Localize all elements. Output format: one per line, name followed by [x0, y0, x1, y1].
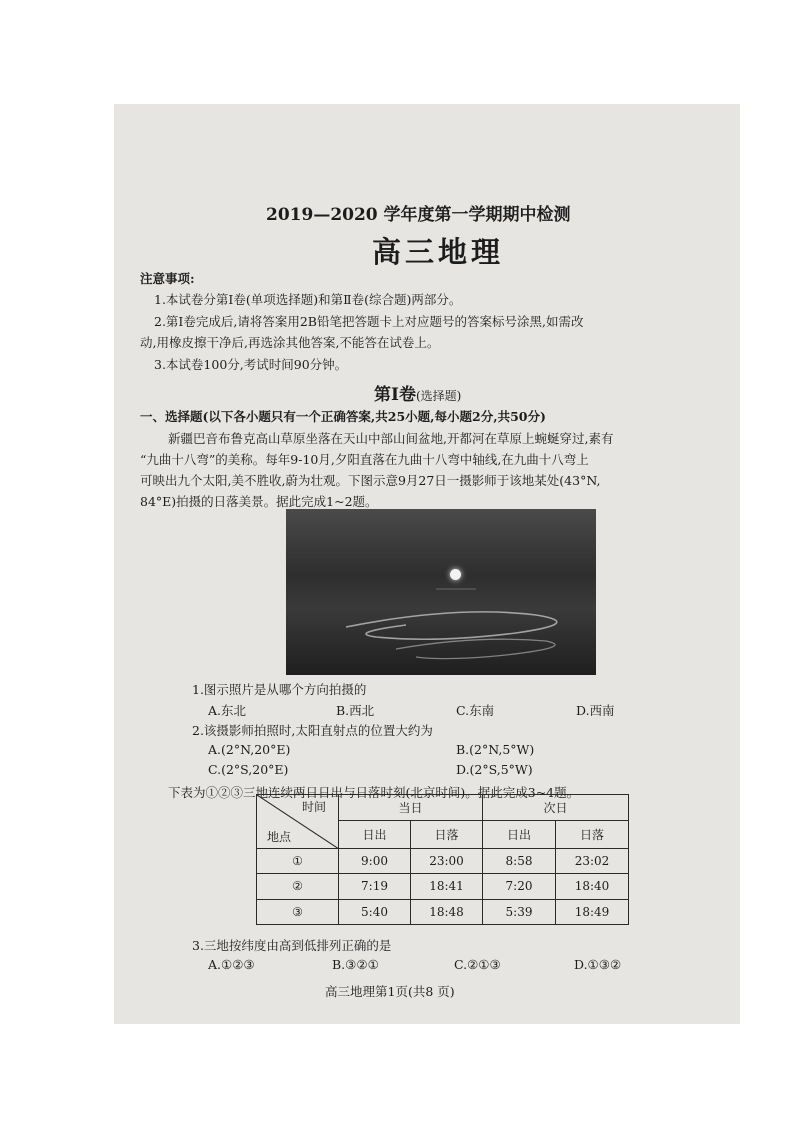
- river-meander-image: [286, 509, 596, 675]
- table-cell: 8:58: [483, 849, 556, 874]
- table-corner-cell: [257, 795, 339, 849]
- notice-item-2-line-2: 动,用橡皮擦干净后,再选涂其他答案,不能答在试卷上。: [140, 335, 440, 350]
- question-3-option-c: C.②①③: [454, 957, 501, 972]
- table-cell: 18:48: [411, 899, 483, 924]
- corner-header-place: 地点: [267, 830, 292, 844]
- notice-item-2-line-1: 2.第Ⅰ卷完成后,请将答案用2B铅笔把答题卡上对应题号的答案标号涂黑,如需改: [154, 314, 584, 329]
- table-row: [257, 874, 629, 899]
- page-footer: 高三地理第1页(共8 页): [325, 984, 455, 999]
- exam-page: [114, 104, 740, 1024]
- table-cell-place: ①: [257, 849, 339, 874]
- question-1-option-a: A.东北: [208, 703, 247, 718]
- table-cell: 7:19: [339, 874, 411, 899]
- question-1-option-d: D.西南: [576, 703, 615, 718]
- passage-1-line-3: 可映出九个太阳,美不胜收,蔚为壮观。下图示意9月27日一摄影师于该地某处(43°N,: [140, 473, 601, 488]
- question-3-stem: 3.三地按纬度由高到低排列正确的是: [192, 938, 392, 953]
- table-cell: 5:40: [339, 899, 411, 924]
- table-cell: 18:41: [411, 874, 483, 899]
- section-title-main: 第Ⅰ卷: [374, 385, 416, 405]
- question-1-option-b: B.西北: [336, 703, 375, 718]
- notice-item-3: 3.本试卷100分,考试时间90分钟。: [154, 357, 348, 372]
- table-cell: 5:39: [483, 899, 556, 924]
- question-2-option-d: D.(2°S,5°W): [456, 762, 533, 777]
- sunrise-sunset-table: [256, 794, 628, 925]
- table-cell-place: ③: [257, 899, 339, 924]
- section-title: [374, 380, 461, 405]
- exam-title: 2019—2020 学年度第一学期期中检测: [266, 205, 571, 225]
- header-sunset: 日落: [411, 821, 483, 849]
- question-1-stem: 1.图示照片是从哪个方向拍摄的: [192, 682, 367, 697]
- question-2-option-c: C.(2°S,20°E): [208, 762, 289, 777]
- subject-title: 高三地理: [372, 235, 505, 269]
- header-day-1: 当日: [339, 795, 483, 821]
- table-row: [257, 849, 629, 874]
- table-cell: 7:20: [483, 874, 556, 899]
- section-title-sub: (选择题): [415, 389, 462, 403]
- table-row: [257, 899, 629, 924]
- question-1-option-c: C.东南: [456, 703, 495, 718]
- notice-heading: 注意事项:: [140, 271, 195, 286]
- table-cell: 18:49: [556, 899, 629, 924]
- table-cell-place: ②: [257, 874, 339, 899]
- header-day-2: 次日: [483, 795, 629, 821]
- sunset-photo: [286, 509, 596, 675]
- header-sunset: 日落: [556, 821, 629, 849]
- header-sunrise: 日出: [483, 821, 556, 849]
- question-3-option-d: D.①③②: [574, 957, 622, 972]
- passage-1-line-1: 新疆巴音布鲁克高山草原坐落在天山中部山间盆地,开都河在草原上蜿蜒穿过,素有: [168, 431, 614, 446]
- passage-1-line-2: “九曲十八弯”的美称。每年9-10月,夕阳直落在九曲十八弯中轴线,在九曲十八弯上: [140, 452, 589, 467]
- question-2-stem: 2.该摄影师拍照时,太阳直射点的位置大约为: [192, 723, 433, 738]
- table-cell: 23:02: [556, 849, 629, 874]
- table-cell: 18:40: [556, 874, 629, 899]
- question-3-option-a: A.①②③: [208, 957, 255, 972]
- notice-item-1: 1.本试卷分第Ⅰ卷(单项选择题)和第Ⅱ卷(综合题)两部分。: [154, 292, 462, 307]
- table-cell: 23:00: [411, 849, 483, 874]
- question-3-option-b: B.③②①: [332, 957, 379, 972]
- table-cell: 9:00: [339, 849, 411, 874]
- question-2-option-a: A.(2°N,20°E): [208, 742, 291, 757]
- header-sunrise: 日出: [339, 821, 411, 849]
- section-heading: 一、选择题(以下各小题只有一个正确答案,共25小题,每小题2分,共50分): [140, 409, 546, 424]
- passage-1-line-4: 84°E)拍摄的日落美景。据此完成1~2题。: [140, 494, 378, 509]
- question-2-option-b: B.(2°N,5°W): [456, 742, 535, 757]
- passage-2: 下表为①②③三地连续两日日出与日落时刻(北京时间)。据此完成3~4题。: [168, 785, 580, 800]
- corner-header-time: 时间: [301, 800, 326, 814]
